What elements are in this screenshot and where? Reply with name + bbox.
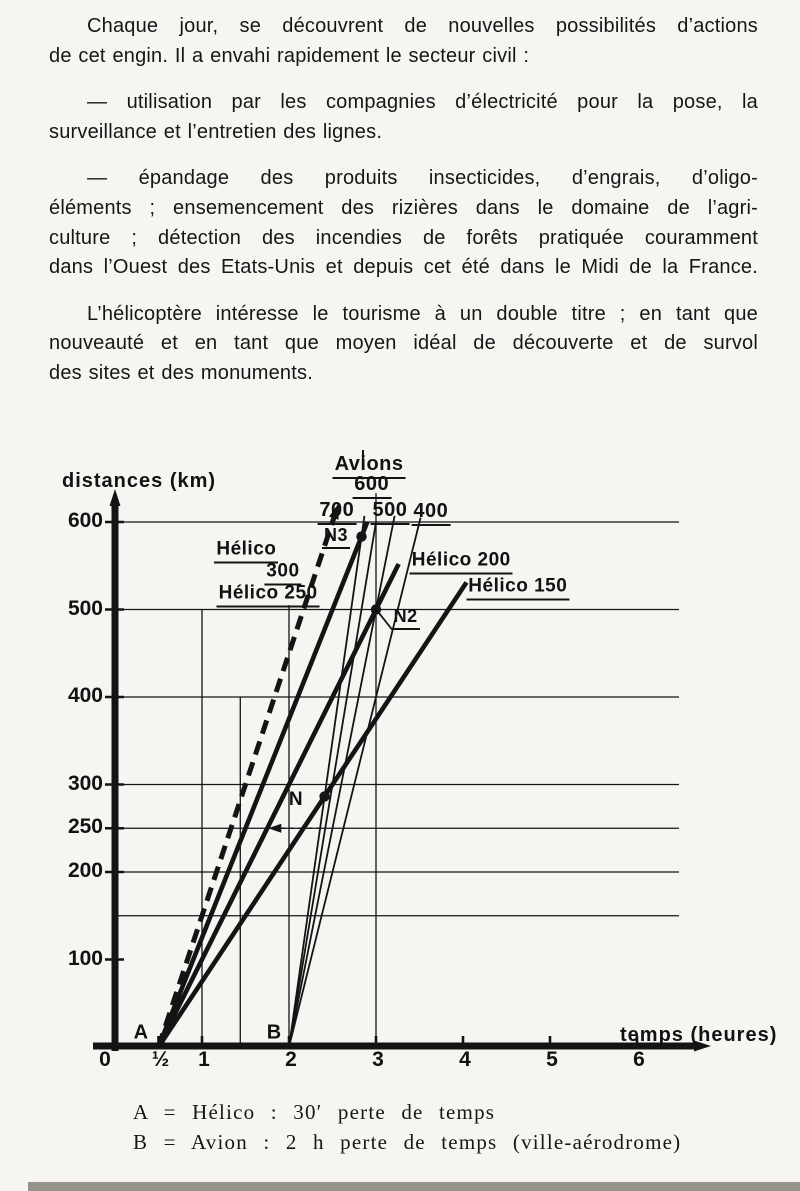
text-line: nouveauté et en tant que moyen idéal de découverte et de survol bbox=[49, 332, 758, 355]
legend-line-b: B = Avion : 2 h perte de temps (ville-aérodrome) bbox=[133, 1130, 682, 1154]
chart-label-300: 300 bbox=[264, 560, 301, 585]
x-tick-label-2: 2 bbox=[285, 1048, 297, 1071]
y-axis-arrowhead bbox=[110, 489, 121, 506]
x-tick-label-5: 5 bbox=[546, 1048, 558, 1071]
x-tick-label-½: ½ bbox=[151, 1048, 170, 1071]
chart-label-n: N bbox=[288, 789, 304, 811]
text-line: culture ; détection des incendies de forêts pratiquée couramment bbox=[49, 226, 758, 249]
y-tick-label-400: 400 bbox=[67, 684, 103, 707]
text-line: des sites et des monuments. bbox=[49, 361, 313, 384]
n2-leader bbox=[377, 611, 392, 630]
chart-label-400: 400 bbox=[411, 500, 450, 526]
chart-label-hélico: Hélico bbox=[214, 538, 278, 563]
text-line: dans l’Ouest des Etats-Unis et depuis cet été dans le Midi de la France. bbox=[49, 256, 758, 279]
text-line: — utilisation par les compagnies d’électricité pour la pose, la bbox=[87, 91, 758, 114]
x-axis-arrowhead bbox=[694, 1041, 711, 1052]
legend-line-a: A = Hélico : 30′ perte de temps bbox=[133, 1100, 496, 1124]
point-N3 bbox=[356, 531, 366, 541]
chart-label-avions: Avions bbox=[333, 453, 406, 479]
y-tick-label-300: 300 bbox=[67, 771, 103, 795]
series-line-hélico-200 bbox=[159, 564, 399, 1047]
x-tick-label-3: 3 bbox=[372, 1048, 384, 1071]
x-tick-label-6: 6 bbox=[633, 1048, 645, 1071]
text-line: L’hélicoptère intéresse le tourisme à un double titre ; en tant que bbox=[87, 302, 758, 325]
text-line: éléments ; ensemencement des rizières dans le domaine de l’agri- bbox=[49, 196, 758, 219]
chart-label-hélico-250: Hélico 250 bbox=[217, 582, 320, 607]
chart-label-600: 600 bbox=[352, 473, 391, 499]
text-line: — épandage des produits insecticides, d’engrais, d’oligo- bbox=[87, 167, 758, 190]
y-axis-title: distances (km) bbox=[62, 470, 217, 492]
chart-label-b: B bbox=[266, 1021, 282, 1044]
text-line: Chaque jour, se découvrent de nouvelles possibilités d’actions bbox=[87, 15, 758, 37]
text-line: de cet engin. Il a envahi rapidement le secteur civil : bbox=[49, 44, 530, 67]
chart-label-hélico-150: Hélico 150 bbox=[466, 575, 569, 600]
point-N bbox=[319, 791, 329, 801]
chart-label-n3: N3 bbox=[322, 525, 350, 549]
y-tick-label-200: 200 bbox=[67, 859, 103, 882]
series-arrowhead-300 bbox=[329, 503, 339, 520]
scan-edge-bar bbox=[28, 1182, 800, 1191]
chart-label-700: 700 bbox=[317, 499, 356, 525]
series-line-avion-500 bbox=[289, 516, 395, 1047]
x-tick-label-0: 0 bbox=[99, 1048, 111, 1071]
chart-label-hélico-200: Hélico 200 bbox=[410, 550, 513, 575]
series-line-avion-700 bbox=[289, 516, 364, 1047]
chart-label-a: A bbox=[133, 1021, 149, 1044]
chart-label-500: 500 bbox=[370, 499, 409, 525]
y-tick-label-500: 500 bbox=[67, 596, 103, 620]
chart-label-n2: N2 bbox=[392, 606, 420, 630]
text-line: surveillance et l’entretien des lignes. bbox=[49, 120, 383, 143]
x-axis-title: temps (heures) bbox=[620, 1024, 778, 1046]
y-tick-label-600: 600 bbox=[67, 509, 103, 532]
x-tick-label-4: 4 bbox=[459, 1048, 471, 1071]
y-tick-label-250: 250 bbox=[67, 815, 103, 839]
y-tick-label-100: 100 bbox=[67, 946, 103, 970]
series-line-hélico-150 bbox=[159, 582, 467, 1047]
x-tick-label-1: 1 bbox=[198, 1048, 210, 1071]
